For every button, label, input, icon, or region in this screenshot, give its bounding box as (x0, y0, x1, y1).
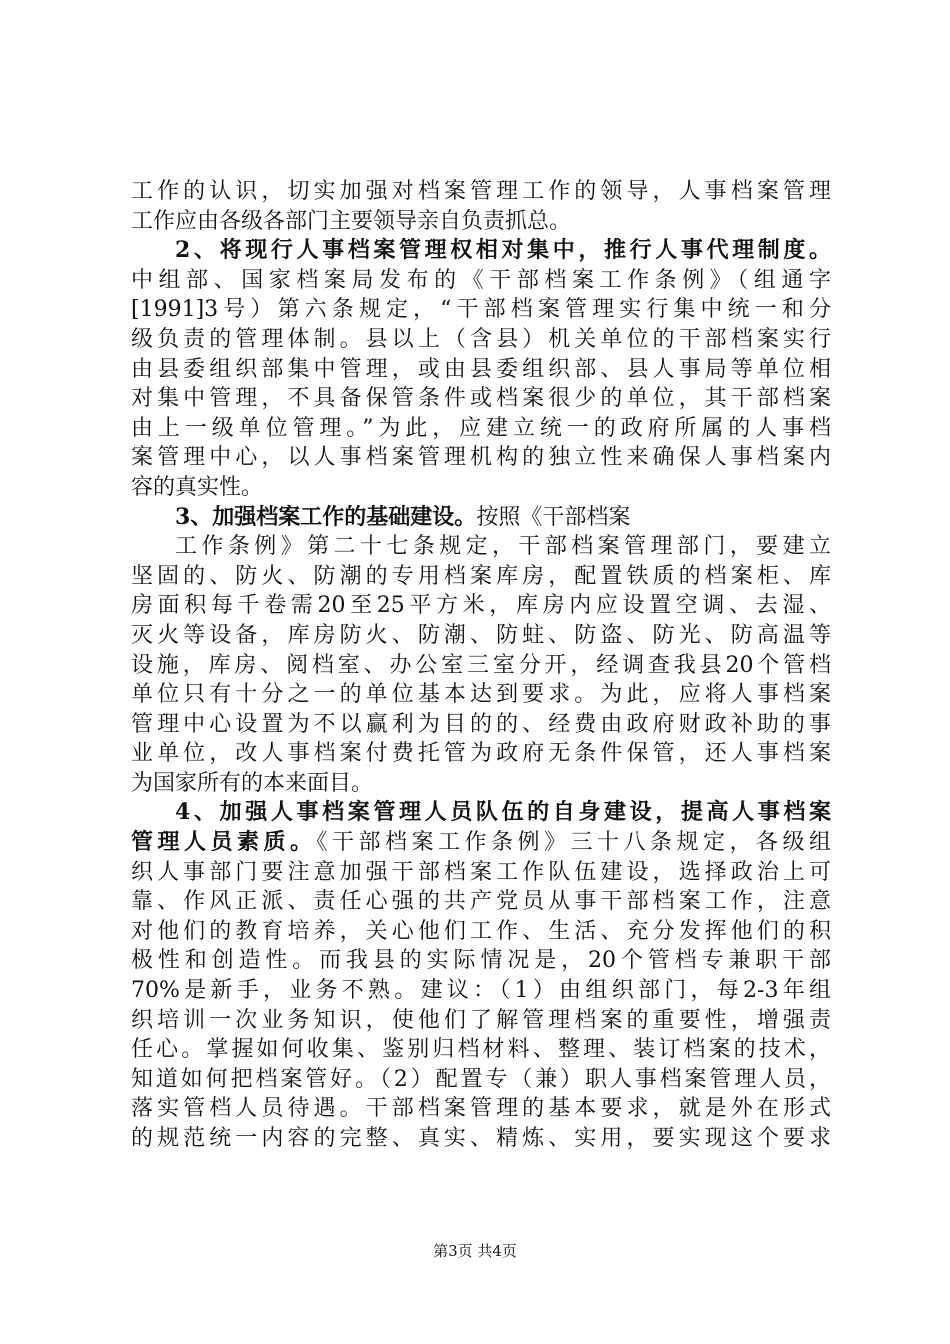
bold-heading-text: 3、加强档案工作的基础建设。 (175, 503, 477, 530)
text-line (131, 1065, 831, 1095)
body-text (131, 177, 831, 1154)
line-text: 落实管档人员待遇。干部档案管理的基本要求，就是外在形式 (131, 1096, 831, 1122)
line-text: 中组部、国家档案局发布的《干部档案工作条例》（组通字 (131, 267, 831, 293)
text-line (131, 1124, 831, 1154)
line-text: 管理中心设置为不以赢利为目的的、经费由政府财政补助的事 (131, 711, 831, 737)
text-line (131, 207, 831, 237)
text-line (131, 177, 831, 207)
text-line (131, 887, 831, 917)
line-text: 对集中管理，不具备保管条件或档案很少的单位，其干部档案 (131, 386, 831, 412)
line-text: 级负责的管理体制。县以上（含县）机关单位的干部档案实行 (131, 326, 831, 352)
text-line (131, 651, 831, 681)
text-line (131, 798, 831, 828)
line-text: 极性和创造性。而我县的实际情况是，20个管档专兼职干部 (131, 948, 831, 974)
text-line (131, 532, 831, 562)
bold-heading-text: 管理人员素质。 (131, 829, 317, 856)
paragraph (131, 177, 831, 236)
line-text: 织人事部门要注意加强干部档案工作队伍建设，选择政治上可 (131, 859, 831, 885)
line-text: [1991]3号）第六条规定，“干部档案管理实行集中统一和分 (131, 297, 831, 323)
line-text: 按照《干部档案 (476, 504, 631, 530)
text-line (131, 325, 831, 355)
text-line (131, 591, 831, 621)
text-line (131, 355, 831, 385)
text-line (131, 1035, 831, 1065)
text-line (131, 384, 831, 414)
line-text: 单位只有十分之一的单位基本达到要求。为此，应将人事档案 (131, 682, 831, 708)
text-line (131, 414, 831, 444)
text-line (131, 858, 831, 888)
paragraph (131, 798, 831, 1153)
text-line (131, 976, 831, 1006)
text-line (131, 295, 831, 325)
line-text: 容的真实性。 (131, 474, 264, 500)
text-line (131, 680, 831, 710)
line-text: 由县委组织部集中管理，或由县委组织部、县人事局等单位相 (131, 356, 831, 382)
line-text: 工作的认识，切实加强对档案管理工作的领导，人事档案管理 (131, 179, 831, 204)
line-text: 70%是新手，业务不熟。建议：（1）由组织部门，每2-3年组 (131, 978, 831, 1004)
line-text: 工作条例》第二十七条规定，干部档案管理部门，要建立 (175, 534, 831, 560)
text-line (131, 917, 831, 947)
line-text: 业单位，改人事档案付费托管为政府无条件保管，还人事档案 (131, 741, 831, 767)
text-line (131, 710, 831, 740)
line-text: 房面积每千卷需20至25平方米，库房内应设置空调、去湿、 (131, 593, 831, 619)
line-text: 案管理中心，以人事档案管理机构的独立性来确保人事档案内 (131, 445, 831, 471)
text-line (131, 503, 831, 533)
line-text: 设施，库房、阅档室、办公室三室分开，经调查我县20个管档 (131, 652, 831, 678)
line-text: 灭火等设备，库房防火、防潮、防蛀、防盗、防光、防高温等 (131, 622, 831, 648)
text-line (131, 266, 831, 296)
text-line (131, 473, 831, 503)
text-line (131, 739, 831, 769)
text-line (131, 443, 831, 473)
text-line (131, 621, 831, 651)
line-text: 由上一级单位管理。”为此，应建立统一的政府所属的人事档 (131, 415, 831, 441)
text-line (131, 1006, 831, 1036)
text-line (131, 828, 831, 858)
line-text: 工作应由各级各部门主要领导亲自负责抓总。 (131, 208, 572, 234)
text-line (131, 1094, 831, 1124)
line-text: 为国家所有的本来面目。 (131, 770, 374, 796)
line-text: 《干部档案工作条例》三十八条规定，各级组 (316, 830, 831, 856)
text-line (131, 946, 831, 976)
text-line (131, 236, 831, 266)
line-text: 对他们的教育培养，关心他们工作、生活、充分发挥他们的积 (131, 918, 831, 944)
line-text: 任心。掌握如何收集、鉴别归档材料、整理、装订档案的技术， (131, 1037, 831, 1063)
line-text: 坚固的、防火、防潮的专用档案库房，配置铁质的档案柜、库 (131, 563, 831, 589)
bold-heading-text: 2、将现行人事档案管理权相对集中，推行人事代理制度。 (175, 237, 831, 264)
paragraph (131, 236, 831, 502)
text-line (131, 562, 831, 592)
line-text: 的规范统一内容的完整、真实、精炼、实用，要实现这个要求 (131, 1126, 831, 1151)
paragraph (131, 503, 831, 799)
line-text: 靠、作风正派、责任心强的共产党员从事干部档案工作，注意 (131, 889, 831, 915)
line-text: 织培训一次业务知识，使他们了解管理档案的重要性，增强责 (131, 1007, 831, 1033)
line-text: 知道如何把档案管好。（2）配置专（兼）职人事档案管理人员， (131, 1066, 831, 1092)
bold-heading-text: 4、加强人事档案管理人员队伍的自身建设，提高人事档案 (175, 799, 831, 826)
page-footer: 第3页 共4页 (433, 1242, 517, 1260)
text-line (131, 769, 831, 799)
